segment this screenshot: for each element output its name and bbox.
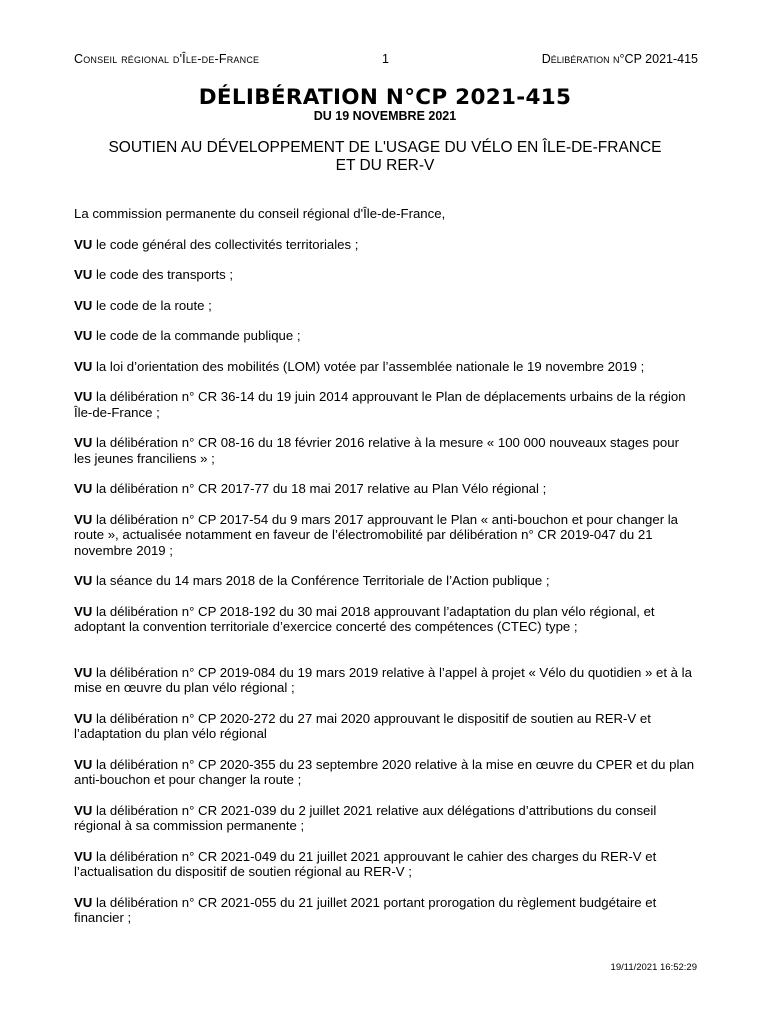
vu-label: VU xyxy=(74,802,93,818)
page-header xyxy=(74,52,698,68)
document-body xyxy=(74,206,698,941)
vu-text: le code de la commande publique ; xyxy=(96,328,301,343)
vu-item xyxy=(74,389,698,420)
vu-item xyxy=(74,757,698,788)
vu-label: VU xyxy=(74,435,93,450)
intro-paragraph: La commission permanente du conseil régional d'Île-de-France, xyxy=(74,206,446,221)
vu-item xyxy=(74,803,698,834)
header-deliberation-ref: Délibération n°CP 2021-415 xyxy=(541,52,698,66)
vu-text: la séance du 14 mars 2018 de la Conférence Territoriale de l’Action publique ; xyxy=(96,573,550,588)
vu-label: VU xyxy=(74,756,93,772)
vu-label: VU xyxy=(74,603,93,619)
vu-text: la délibération n° CR 08-16 du 18 février 2016 relative à la mesure « 100 000 nouveaux stages pour les jeunes franciliens » ; xyxy=(74,435,679,466)
vu-label: VU xyxy=(74,236,93,252)
vu-label: VU xyxy=(74,481,93,496)
vu-text: la loi d’orientation des mobilités (LOM) votée par l’assemblée nationale le 19 novembre 2019 ; xyxy=(96,358,645,374)
vu-label: VU xyxy=(74,267,93,282)
vu-item xyxy=(74,359,698,375)
vu-label: VU xyxy=(74,573,93,588)
document-date: DU 19 NOVEMBRE 2021 xyxy=(313,109,457,123)
vu-label: VU xyxy=(74,389,93,404)
vu-item xyxy=(74,267,698,283)
vu-text: le code général des collectivités territoriales ; xyxy=(96,236,359,252)
vu-text: la délibération n° CP 2017-54 du 9 mars 2017 approuvant le Plan « anti-bouchon et pour changer la route », actualisée notamment en faveur de l’électromobilité par délibération n° CR 2019-047 du 21 novembre 2019 ; xyxy=(74,511,679,558)
vu-item xyxy=(74,435,698,466)
footer-timestamp: 19/11/2021 16:52:29 xyxy=(610,962,697,973)
vu-text: la délibération n° CR 2021-055 du 21 juillet 2021 portant prorogation du règlement budgétaire et financier ; xyxy=(74,894,657,925)
vu-item xyxy=(74,711,698,742)
vu-text: la délibération n° CR 36-14 du 19 juin 2014 approuvant le Plan de déplacements urbains de la région Île-de-France ; xyxy=(74,389,686,420)
vu-item xyxy=(74,328,698,344)
vu-label: VU xyxy=(74,511,93,527)
vu-item xyxy=(74,604,698,635)
vu-text: la délibération n° CR 2021-049 du 21 juillet 2021 approuvant le cahier des charges du RER-V et l’actualisation du dispositif de soutien régional au RER-V ; xyxy=(74,848,657,879)
vu-item xyxy=(74,298,698,314)
vu-item xyxy=(74,895,698,926)
document-title: DÉLIBÉRATION N°CP 2021-415 xyxy=(198,85,572,110)
vu-label: VU xyxy=(74,848,93,864)
vu-label: VU xyxy=(74,297,93,313)
vu-label: VU xyxy=(74,664,93,680)
vu-item xyxy=(74,573,698,589)
vu-text: la délibération n° CP 2019-084 du 19 mars 2019 relative à l’appel à projet « Vélo du quotidien » et à la mise en œuvre du plan vélo régional ; xyxy=(74,664,692,695)
vu-text: la délibération n° CP 2020-355 du 23 septembre 2020 relative à la mise en œuvre du CPER et du plan anti-bouchon et pour changer la route ; xyxy=(74,756,695,787)
vu-item xyxy=(74,481,698,497)
vu-list xyxy=(74,237,698,926)
vu-text: la délibération n° CP 2020-272 du 27 mai 2020 approuvant le dispositif de soutien au RER-V et l’adaptation du plan vélo régional xyxy=(74,710,651,741)
vu-label: VU xyxy=(74,710,93,726)
vu-item xyxy=(74,665,698,696)
page-number: 1 xyxy=(382,52,389,66)
vu-label: VU xyxy=(74,894,93,910)
subject-line-2: ET DU RER-V xyxy=(335,157,435,174)
vu-text: le code de la route ; xyxy=(96,297,212,313)
vu-label: VU xyxy=(74,328,93,343)
vu-item xyxy=(74,512,698,559)
vu-text: la délibération n° CR 2017-77 du 18 mai 2017 relative au Plan Vélo régional ; xyxy=(96,481,547,496)
vu-item xyxy=(74,237,698,253)
document-subject xyxy=(0,139,770,175)
vu-label: VU xyxy=(74,358,93,374)
vu-text: la délibération n° CR 2021-039 du 2 juillet 2021 relative aux délégations d’attributions du conseil régional à sa commission permanente ; xyxy=(74,802,657,833)
vu-text: le code des transports ; xyxy=(96,267,234,282)
vu-item xyxy=(74,849,698,880)
subject-line-1: SOUTIEN AU DÉVELOPPEMENT DE L'USAGE DU VÉLO EN ÎLE-DE-FRANCE xyxy=(108,139,662,156)
header-institution: Conseil régional d'Île-de-France xyxy=(74,52,260,66)
vu-text: la délibération n° CP 2018-192 du 30 mai 2018 approuvant l’adaptation du plan vélo régional, et adoptant la convention territoriale d’exercice concerté des compétences (CTEC) type ; xyxy=(74,603,655,634)
